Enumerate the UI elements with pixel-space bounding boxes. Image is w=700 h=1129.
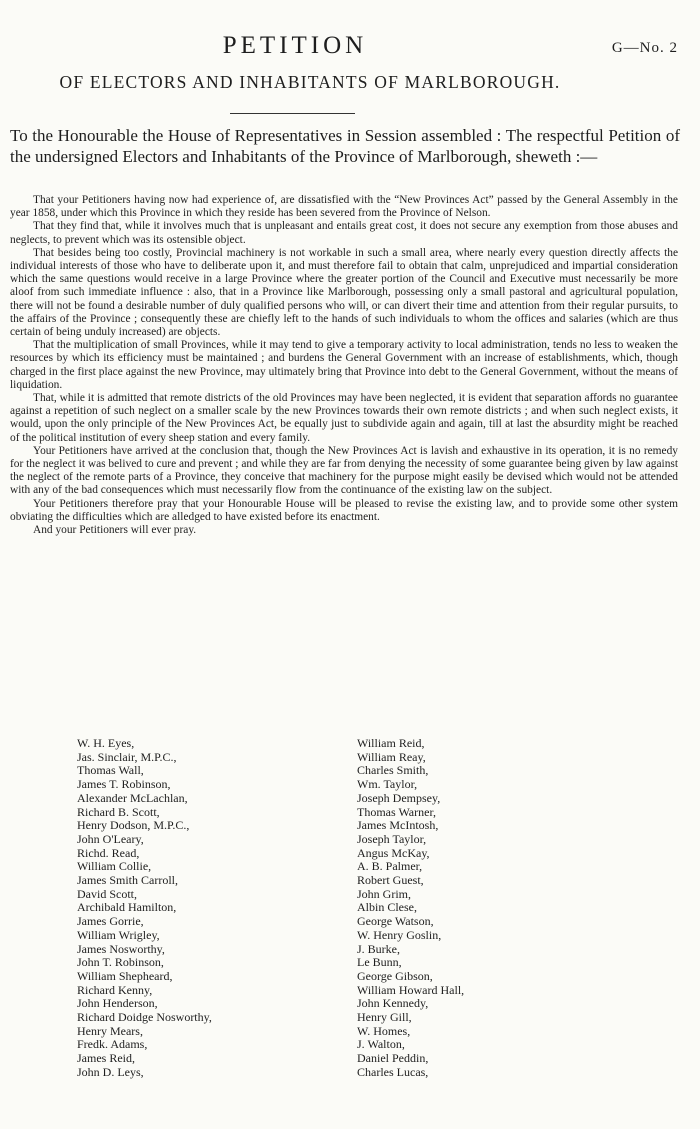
signatory-name: Alexander McLachlan,	[77, 790, 188, 805]
signatory-name: Fredk. Adams,	[77, 1037, 148, 1052]
signatory-name: John Henderson,	[77, 996, 158, 1011]
signatory-name: Richard B. Scott,	[77, 804, 160, 819]
signatory-name: Daniel Peddin,	[357, 1051, 429, 1066]
signatory-name: Le Bunn,	[357, 955, 402, 970]
signatory-name: James Reid,	[77, 1051, 135, 1066]
paragraph: And your Petitioners will ever pray.	[33, 524, 197, 537]
signatory-name: A. B. Palmer,	[357, 859, 423, 874]
signatory-name: Richard Kenny,	[77, 982, 153, 997]
signatory-name: W. Homes,	[357, 1023, 411, 1038]
paragraph: That your Petitioners having now had experience of, are dissatisfied with the “New Provinces Act” passed by the General Assembly in the year 1858, under which this Province in which they reside has been severed from the Province of Nelson.	[10, 194, 678, 220]
signature-column-left	[77, 737, 317, 1080]
signatory-name: Thomas Wall,	[77, 763, 144, 778]
signatory-name: Thomas Warner,	[357, 804, 436, 819]
signatory-name: James Smith Carroll,	[77, 873, 178, 888]
signatory-name: William Collie,	[77, 859, 152, 874]
signatory-name: George Gibson,	[357, 968, 433, 983]
signatory-name: William Howard Hall,	[357, 982, 465, 997]
signatory-name: George Watson,	[357, 914, 434, 929]
signatory-name: John O'Leary,	[77, 831, 144, 846]
signature-column-right	[357, 737, 597, 1080]
paragraph: That besides being too costly, Provincial machinery is not workable in such a small area, where nearly every question directly affects the individual interests of those who have to deliberate upon it, and must therefore fail to obtain that calm, unprejudiced and impartial consideration which the same questions would receive in a large Province where the greater portion of the Council and Executive must necessarily be more aloof from such immediate influence : also, that in a Province like Marlborough, possessing only a small pastoral and agricultural population, there will not be found a desirable number of duly qualified persons who will, or can divert their time and attention from their regular pursuits, to the affairs of the Province ; consequently these are chiefly left to the hands of such individuals to whom the offices and salaries (which are thus certain of being unduly increased) are objects.	[10, 246, 678, 339]
signatory-name: John T. Robinson,	[77, 955, 164, 970]
signatory-name: W. Henry Goslin,	[357, 927, 442, 942]
signatory-name: Wm. Taylor,	[357, 777, 418, 792]
signatory-name: Charles Smith,	[357, 763, 429, 778]
petition-body	[10, 194, 678, 537]
signatory-name: J. Walton,	[357, 1037, 405, 1052]
signatory-name: Henry Mears,	[77, 1023, 143, 1038]
signatory-name: James T. Robinson,	[77, 777, 171, 792]
paragraph: That, while it is admitted that remote districts of the old Provinces may have been neglected, it is evident that separation affords no guarantee against a repetition of such neglect on a smaller scale by the new Provinces towards their own remote districts ; and when such neglect exists, it would, upon the only principle of the New Provinces Act, be equally just to subdivide again and again, till at last the absurdity might be reached of the political institution of every sheep station and every family.	[10, 392, 678, 444]
signatory-name: John D. Leys,	[77, 1064, 144, 1079]
signatory-name: William Wrigley,	[77, 927, 160, 942]
signatory-name: James Nosworthy,	[77, 941, 165, 956]
signatory-name: Angus McKay,	[357, 845, 430, 860]
signatory-name: Henry Gill,	[357, 1010, 412, 1025]
signatory-name: Jas. Sinclair, M.P.C.,	[77, 749, 177, 764]
signatory-name: James Gorrie,	[77, 914, 144, 929]
paragraph: Your Petitioners have arrived at the conclusion that, though the New Provinces Act is lavish and exhaustive in its operation, it is no remedy for the neglect it was belived to cure and prevent ; and while they are far from denying the necessity of some guarantee being given by law against the neglect of the remote parts of a Province, they conceive that machinery for the purpose might easily be devised which would not be attended with any of the bad consequences which must necessarily flow from the continuance of the existing law on the subject.	[10, 444, 678, 497]
signatory-name: Charles Lucas,	[357, 1064, 429, 1079]
signatory-name: William Reid,	[357, 736, 425, 750]
document-subtitle: OF ELECTORS AND INHABITANTS OF MARLBOROUGH.	[59, 72, 561, 92]
paragraph: Your Petitioners therefore pray that your Honourable House will be pleased to revise the existing law, and to provide some other system obviating the difficulties which are alledged to have existed before its enactment.	[10, 497, 678, 523]
signatory-name: William Shepheard,	[77, 968, 173, 983]
petition-address: To the Honourable the House of Representatives in Session assembled : The respectful Petition of the undersigned Electors and Inhabitants of the Province of Marlborough, sheweth :—	[10, 126, 680, 166]
signatory-name: Joseph Taylor,	[357, 831, 427, 846]
paragraph: That they find that, while it involves much that is unpleasant and entails great cost, it does not secure any exemption from those abuses and neglects, to prevent which was its ostensible object.	[10, 220, 678, 246]
signatory-name: Albin Clese,	[357, 900, 417, 915]
signatory-name: James McIntosh,	[357, 818, 439, 833]
signatory-name: Joseph Dempsey,	[357, 790, 441, 805]
signatory-name: David Scott,	[77, 886, 137, 901]
signatory-name: W. H. Eyes,	[77, 736, 135, 750]
title-divider	[230, 113, 355, 114]
signatory-name: Richd. Read,	[77, 845, 140, 860]
signatory-name: John Kennedy,	[357, 996, 429, 1011]
document-number: G—No. 2	[611, 40, 678, 56]
signatory-name: Henry Dodson, M.P.C.,	[77, 818, 190, 833]
document-title: PETITION	[222, 32, 368, 59]
signatory-name: Robert Guest,	[357, 873, 424, 888]
signatory-name: Richard Doidge Nosworthy,	[77, 1010, 212, 1025]
signatory-name: J. Burke,	[357, 941, 400, 956]
signatory-name: John Grim,	[357, 886, 411, 901]
signatory-name: William Reay,	[357, 749, 426, 764]
signatory-name: Archibald Hamilton,	[77, 900, 177, 915]
paragraph: That the multiplication of small Provinces, while it may tend to give a temporary activity to local administration, tends no less to weaken the resources by which its efficiency must be maintained ; and burdens the General Government with an increase of establishments, which, though charged in the first place against the new Province, may ultimately bring that Province into debt to the General Government, without the means of liquidation.	[10, 339, 678, 391]
